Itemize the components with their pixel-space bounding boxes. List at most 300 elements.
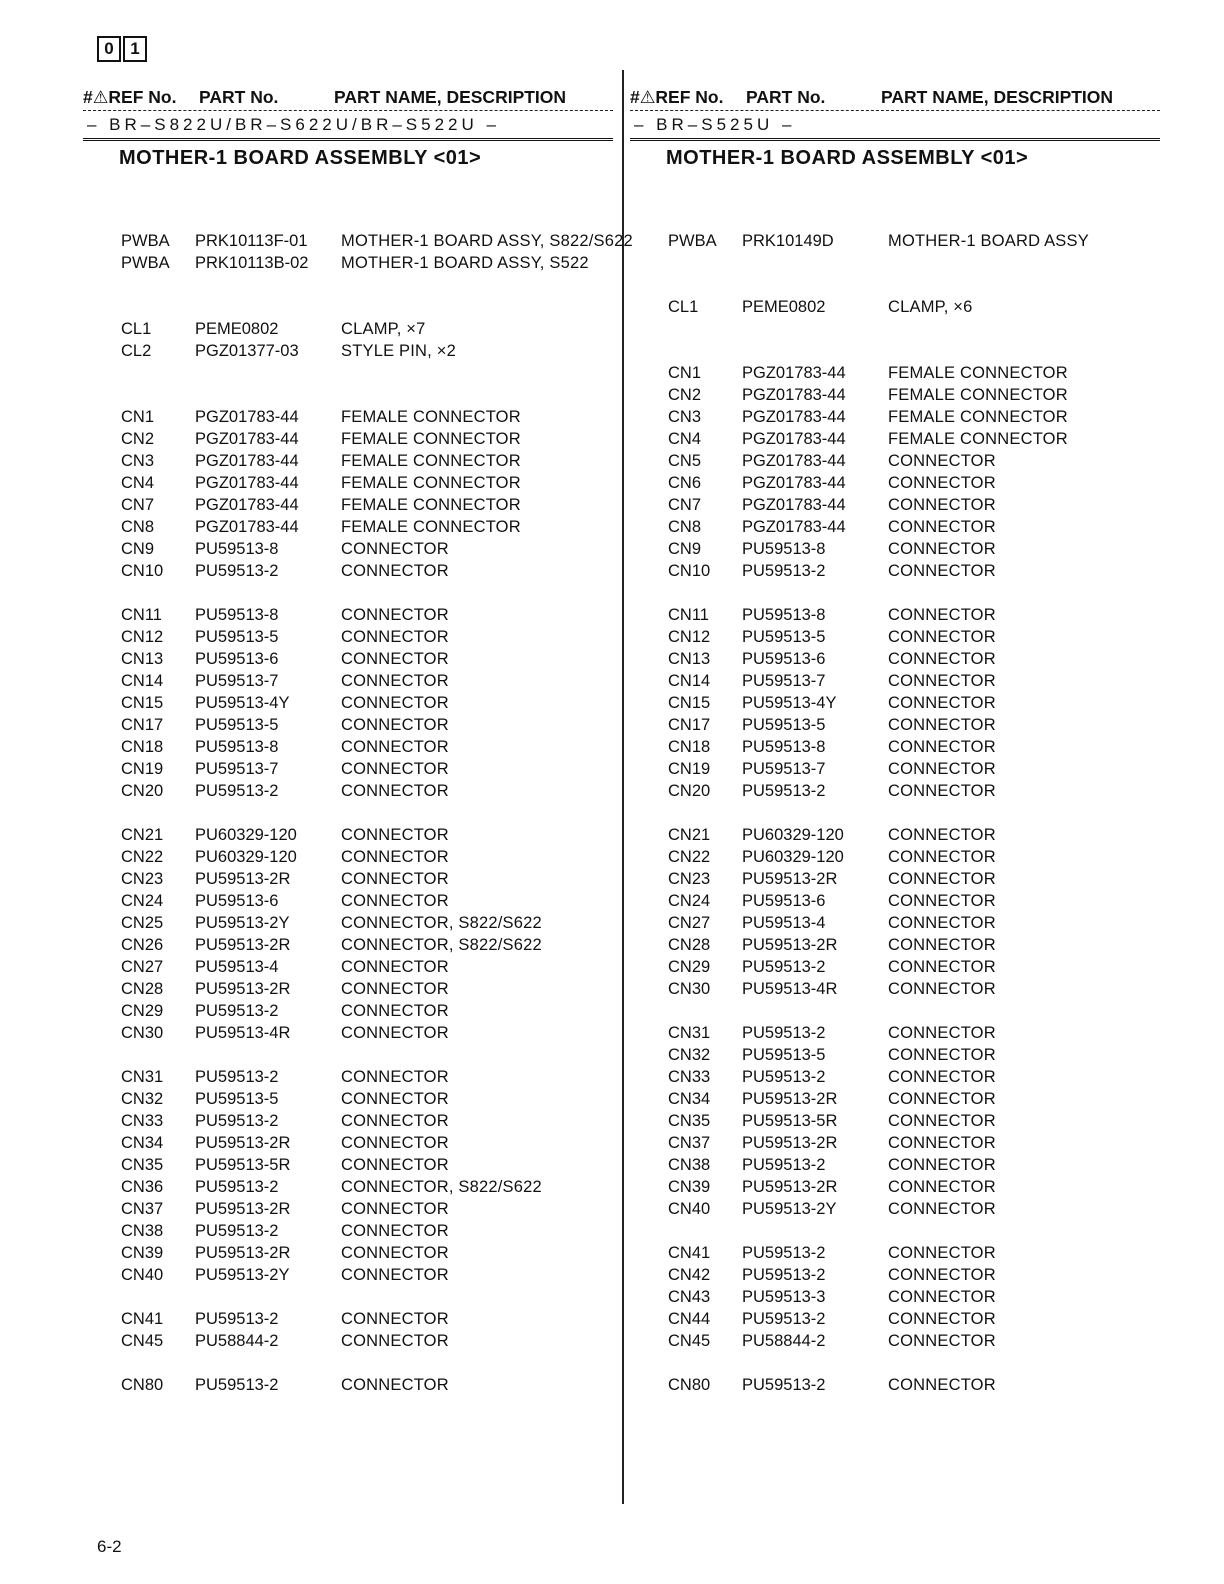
row-spacer [630,1000,1160,1022]
ref-no-cell: CN3 [668,408,702,426]
description-cell: MOTHER-1 BOARD ASSY, S822/S622 [341,232,633,250]
description-cell: CONNECTOR [888,1288,996,1306]
table-row [83,1000,613,1022]
part-no-cell: PU59513-5 [195,628,279,646]
row-spacer [630,1220,1160,1242]
part-no-cell: PU60329-120 [742,848,844,866]
part-no-cell: PU59513-8 [195,606,279,624]
part-no-cell: PGZ01783-44 [195,452,299,470]
ref-no-cell: CN40 [668,1200,711,1218]
ref-no-cell: CL1 [668,298,699,316]
table-row [83,340,613,362]
part-no-cell: PGZ01783-44 [195,474,299,492]
description-cell: CONNECTOR [888,892,996,910]
desc-header: PART NAME, DESCRIPTION [881,87,1114,107]
description-cell: CONNECTOR [888,1112,996,1130]
description-cell: MOTHER-1 BOARD ASSY [888,232,1089,250]
description-cell: CONNECTOR [341,958,449,976]
table-row [630,736,1160,758]
table-row [630,1066,1160,1088]
part-no-cell: PU59513-4 [195,958,279,976]
part-no-cell: PGZ01783-44 [742,496,846,514]
ref-no-cell: CN1 [668,364,702,382]
table-row [630,1198,1160,1220]
part-no-cell: PU59513-2Y [742,1200,837,1218]
table-row [83,868,613,890]
description-cell: CONNECTOR [888,980,996,998]
table-row [83,824,613,846]
ref-no-cell: CN30 [121,1024,164,1042]
table-row [83,846,613,868]
part-no-cell: PRK10149D [742,232,834,250]
part-no-cell: PU59513-2Y [195,1266,290,1284]
ref-no-cell: CN19 [668,760,711,778]
ref-no-cell: CN10 [121,562,164,580]
row-spacer [83,802,613,824]
part-no-cell: PU59513-2 [195,782,279,800]
ref-no-cell: CN13 [121,650,164,668]
table-row [83,1088,613,1110]
description-cell: CONNECTOR [888,716,996,734]
ref-no-cell: CN39 [668,1178,711,1196]
table-row [630,1132,1160,1154]
description-cell: CONNECTOR [341,848,449,866]
description-cell: FEMALE CONNECTOR [888,430,1068,448]
description-cell: CONNECTOR [341,1134,449,1152]
table-row [630,230,1160,252]
part-no-cell: PU59513-8 [195,540,279,558]
ref-no-cell: CN27 [121,958,164,976]
table-row [83,1176,613,1198]
part-no-cell: PU59513-5 [742,628,826,646]
part-no-cell: PU59513-5 [742,716,826,734]
row-spacer [83,1352,613,1374]
ref-no-cell: CN12 [121,628,164,646]
row-spacer [630,582,1160,604]
ref-no-cell: CN23 [121,870,164,888]
part-no-cell: PU58844-2 [742,1332,826,1350]
description-cell: CONNECTOR [888,826,996,844]
part-no-cell: PU59513-2R [195,870,291,888]
description-cell: CONNECTOR [888,738,996,756]
table-row [83,516,613,538]
description-cell: CONNECTOR [341,716,449,734]
part-no-cell: PGZ01783-44 [742,474,846,492]
ref-no-cell: CN22 [121,848,164,866]
part-no-cell: PU59513-4 [742,914,826,932]
ref-no-cell: CN80 [121,1376,164,1394]
description-cell: CONNECTOR [888,958,996,976]
part-no-cell: PU59513-2 [742,958,826,976]
description-cell: CONNECTOR [341,1002,449,1020]
table-row [630,296,1160,318]
table-row [83,890,613,912]
part-no-cell: PU59513-2R [742,1178,838,1196]
table-row [83,956,613,978]
table-row [83,648,613,670]
description-cell: CONNECTOR [341,540,449,558]
ref-no-cell: CN34 [121,1134,164,1152]
table-row [83,230,633,252]
description-cell: FEMALE CONNECTOR [341,496,521,514]
ref-no-cell: CN8 [668,518,702,536]
ref-no-cell: CN7 [668,496,702,514]
table-row [83,1110,613,1132]
table-row [83,934,613,956]
table-row [630,1110,1160,1132]
badge-digit: 1 [123,36,147,62]
description-cell: CONNECTOR [888,1310,996,1328]
desc-header: PART NAME, DESCRIPTION [334,87,567,107]
description-cell: CONNECTOR [341,1068,449,1086]
row-spacer [83,1286,613,1308]
table-row [83,1154,613,1176]
part-no-cell: PU59513-4Y [195,694,290,712]
description-cell: CONNECTOR [888,936,996,954]
row-spacer [83,1044,613,1066]
ref-no-cell: CL2 [121,342,152,360]
part-no-cell: PU59513-2Y [195,914,290,932]
description-cell: CONNECTOR [888,848,996,866]
description-cell: CONNECTOR [341,760,449,778]
ref-no-cell: CN5 [668,452,702,470]
ref-no-cell: CN41 [668,1244,711,1262]
ref-no-cell: CN2 [668,386,702,404]
part-no-cell: PU59513-5 [195,716,279,734]
ref-no-cell: CN32 [121,1090,164,1108]
description-cell: FEMALE CONNECTOR [888,386,1068,404]
table-row [83,604,613,626]
description-cell: CONNECTOR [341,1266,449,1284]
table-row [630,868,1160,890]
part-no-cell: PU59513-7 [195,760,279,778]
part-no-cell: PU59513-5 [195,1090,279,1108]
ref-no-cell: PWBA [121,232,170,250]
part-no-cell: PGZ01783-44 [195,430,299,448]
table-row [630,780,1160,802]
part-no-cell: PU59513-2R [195,1200,291,1218]
part-no-cell: PU59513-2 [742,1310,826,1328]
description-cell: FEMALE CONNECTOR [888,408,1068,426]
ref-no-cell: PWBA [121,254,170,272]
table-row [630,1044,1160,1066]
ref-no-cell: CN20 [668,782,711,800]
description-cell: CONNECTOR [888,672,996,690]
table-row [630,560,1160,582]
ref-no-cell: CN43 [668,1288,711,1306]
parts-table [630,230,1160,1396]
description-cell: CONNECTOR [888,1178,996,1196]
description-cell: CONNECTOR [888,1156,996,1174]
table-row [630,1308,1160,1330]
part-no-cell: PU60329-120 [742,826,844,844]
description-cell: CONNECTOR [888,1024,996,1042]
ref-header: #⚠REF No. [83,87,177,107]
row-spacer [83,296,613,318]
table-row [630,450,1160,472]
description-cell: CONNECTOR [888,694,996,712]
table-row [83,626,613,648]
part-no-cell: PU59513-6 [195,892,279,910]
ref-no-cell: CN34 [668,1090,711,1108]
description-cell: CONNECTOR [888,606,996,624]
table-row [83,692,613,714]
part-no-cell: PU59513-3 [742,1288,826,1306]
description-cell: CONNECTOR [341,628,449,646]
part-no-cell: PU59513-2R [195,1244,291,1262]
table-row [630,516,1160,538]
part-no-cell: PU59513-7 [742,760,826,778]
table-row [630,406,1160,428]
ref-no-cell: CN15 [668,694,711,712]
ref-no-cell: CN14 [121,672,164,690]
table-row [83,560,613,582]
model-list: – BR–S525U – [630,111,1160,141]
ref-no-cell: CN27 [668,914,711,932]
table-row [83,406,613,428]
table-row [83,780,613,802]
ref-no-cell: CN13 [668,650,711,668]
table-row [630,846,1160,868]
table-row [630,648,1160,670]
table-row [83,1374,613,1396]
ref-no-cell: CN33 [121,1112,164,1130]
part-no-cell: PU59513-4R [742,980,838,998]
ref-no-cell: CN28 [668,936,711,954]
table-row [83,252,613,274]
ref-no-cell: CN38 [668,1156,711,1174]
table-row [83,758,613,780]
table-row [630,428,1160,450]
description-cell: CLAMP, ×6 [888,298,973,316]
table-row [83,538,613,560]
part-no-cell: PU60329-120 [195,826,297,844]
ref-no-cell: CN35 [121,1156,164,1174]
ref-no-cell: CN37 [668,1134,711,1152]
ref-no-cell: CN26 [121,936,164,954]
badge-digit: 0 [97,36,121,62]
ref-no-cell: CN17 [668,716,711,734]
ref-no-cell: CN41 [121,1310,164,1328]
ref-no-cell: CN19 [121,760,164,778]
table-row [83,1132,613,1154]
description-cell: CONNECTOR [888,1332,996,1350]
part-no-cell: PGZ01783-44 [742,430,846,448]
description-cell: CONNECTOR [341,650,449,668]
table-row [630,824,1160,846]
part-no-cell: PU59513-7 [742,672,826,690]
table-row [83,1308,613,1330]
column-divider [622,70,624,1504]
section-title: MOTHER-1 BOARD ASSEMBLY <01> [119,147,482,169]
table-row [83,1242,613,1264]
description-cell: FEMALE CONNECTOR [341,430,521,448]
part-no-cell: PU59513-2R [742,1134,838,1152]
table-row [83,736,613,758]
description-cell: FEMALE CONNECTOR [341,474,521,492]
table-row [630,934,1160,956]
description-cell: CONNECTOR [888,870,996,888]
ref-no-cell: CN32 [668,1046,711,1064]
ref-no-cell: CN37 [121,1200,164,1218]
row-spacer [630,802,1160,824]
part-no-cell: PU59513-4Y [742,694,837,712]
part-no-cell: PU59513-2 [742,1024,826,1042]
table-row [630,978,1160,1000]
table-row [83,1198,613,1220]
part-no-cell: PU59513-5 [742,1046,826,1064]
table-row [83,714,613,736]
description-cell: CONNECTOR [341,892,449,910]
ref-no-cell: CN30 [668,980,711,998]
part-no-cell: PU59513-2R [742,870,838,888]
ref-no-cell: CN24 [121,892,164,910]
part-no-cell: PU59513-2 [742,782,826,800]
part-no-cell: PGZ01783-44 [195,496,299,514]
part-no-cell: PU59513-2R [742,1090,838,1108]
part-no-cell: PU59513-2 [195,1002,279,1020]
ref-no-cell: CN10 [668,562,711,580]
ref-no-cell: CN45 [121,1332,164,1350]
ref-no-cell: CN23 [668,870,711,888]
description-cell: CONNECTOR, S822/S622 [341,914,542,932]
ref-no-cell: CN36 [121,1178,164,1196]
part-no-cell: PU58844-2 [195,1332,279,1350]
ref-no-cell: CN80 [668,1376,711,1394]
parts-column-right [630,84,1160,1396]
part-no-cell: PEME0802 [195,320,279,338]
ref-no-cell: CN4 [668,430,702,448]
ref-no-cell: CN6 [668,474,702,492]
ref-no-cell: CN40 [121,1266,164,1284]
table-row [83,1330,613,1352]
description-cell: FEMALE CONNECTOR [341,408,521,426]
description-cell: CONNECTOR [888,628,996,646]
part-no-cell: PU59513-2 [742,1376,826,1394]
table-row [630,626,1160,648]
description-cell: CONNECTOR [888,474,996,492]
ref-no-cell: CN33 [668,1068,711,1086]
part-header: PART No. [746,87,826,107]
ref-no-cell: CN17 [121,716,164,734]
ref-no-cell: CN9 [668,540,702,558]
description-cell: CONNECTOR [888,782,996,800]
table-row [630,1330,1160,1352]
description-cell: CONNECTOR [341,1332,449,1350]
ref-no-cell: PWBA [668,232,717,250]
description-cell: CONNECTOR [341,782,449,800]
ref-no-cell: CN4 [121,474,155,492]
table-row [83,1022,613,1044]
description-cell: CONNECTOR [888,1376,996,1394]
part-no-cell: PGZ01783-44 [742,518,846,536]
column-header [630,84,1160,111]
description-cell: CONNECTOR [888,1046,996,1064]
part-header: PART No. [199,87,279,107]
row-spacer [630,340,1160,362]
part-no-cell: PU59513-2 [195,1068,279,1086]
table-row [630,604,1160,626]
ref-no-cell: CN24 [668,892,711,910]
part-no-cell: PU59513-5R [195,1156,291,1174]
table-row [83,912,613,934]
section-title: MOTHER-1 BOARD ASSEMBLY <01> [666,147,1029,169]
part-no-cell: PEME0802 [742,298,826,316]
description-cell: CONNECTOR [341,1222,449,1240]
description-cell: CONNECTOR [888,518,996,536]
description-cell: FEMALE CONNECTOR [888,364,1068,382]
description-cell: CONNECTOR [888,496,996,514]
part-no-cell: PU59513-2 [742,1068,826,1086]
description-cell: FEMALE CONNECTOR [341,518,521,536]
ref-no-cell: CN15 [121,694,164,712]
table-row [630,956,1160,978]
row-spacer [83,384,613,406]
model-list: – BR–S822U/BR–S622U/BR–S522U – [83,111,613,141]
part-no-cell: PU59513-5R [742,1112,838,1130]
part-no-cell: PU59513-6 [742,892,826,910]
table-row [630,538,1160,560]
table-row [83,978,613,1000]
part-no-cell: PU59513-4R [195,1024,291,1042]
description-cell: CONNECTOR [341,1244,449,1262]
part-no-cell: PU59513-2 [195,1222,279,1240]
ref-no-cell: CN8 [121,518,155,536]
ref-no-cell: CN21 [121,826,164,844]
table-row [83,318,613,340]
table-row [630,1374,1160,1396]
table-row [630,890,1160,912]
description-cell: CONNECTOR [888,1134,996,1152]
ref-no-cell: CN39 [121,1244,164,1262]
table-row [83,428,613,450]
table-row [630,714,1160,736]
table-row [630,1176,1160,1198]
description-cell: CONNECTOR [888,562,996,580]
table-row [630,494,1160,516]
part-no-cell: PU59513-2 [195,562,279,580]
ref-no-cell: CN31 [121,1068,164,1086]
ref-no-cell: CN7 [121,496,155,514]
description-cell: CONNECTOR [341,606,449,624]
description-cell: CONNECTOR [888,760,996,778]
description-cell: CONNECTOR [888,1090,996,1108]
part-no-cell: PU60329-120 [195,848,297,866]
ref-no-cell: CN35 [668,1112,711,1130]
description-cell: STYLE PIN, ×2 [341,342,456,360]
part-no-cell: PGZ01783-44 [742,452,846,470]
ref-no-cell: CN29 [668,958,711,976]
description-cell: MOTHER-1 BOARD ASSY, S522 [341,254,589,272]
description-cell: CONNECTOR [341,870,449,888]
description-cell: CONNECTOR [341,1156,449,1174]
ref-no-cell: CN18 [668,738,711,756]
part-no-cell: PU59513-2R [742,936,838,954]
ref-header: #⚠REF No. [630,87,724,107]
description-cell: CONNECTOR [341,562,449,580]
table-row [630,912,1160,934]
table-row [630,1264,1160,1286]
table-row [83,450,613,472]
ref-no-cell: CN21 [668,826,711,844]
ref-no-cell: CN14 [668,672,711,690]
part-no-cell: PRK10113F-01 [195,232,308,250]
description-cell: CONNECTOR [341,738,449,756]
table-row [83,494,613,516]
table-row [83,670,613,692]
table-row [630,362,1160,384]
ref-no-cell: CN3 [121,452,155,470]
